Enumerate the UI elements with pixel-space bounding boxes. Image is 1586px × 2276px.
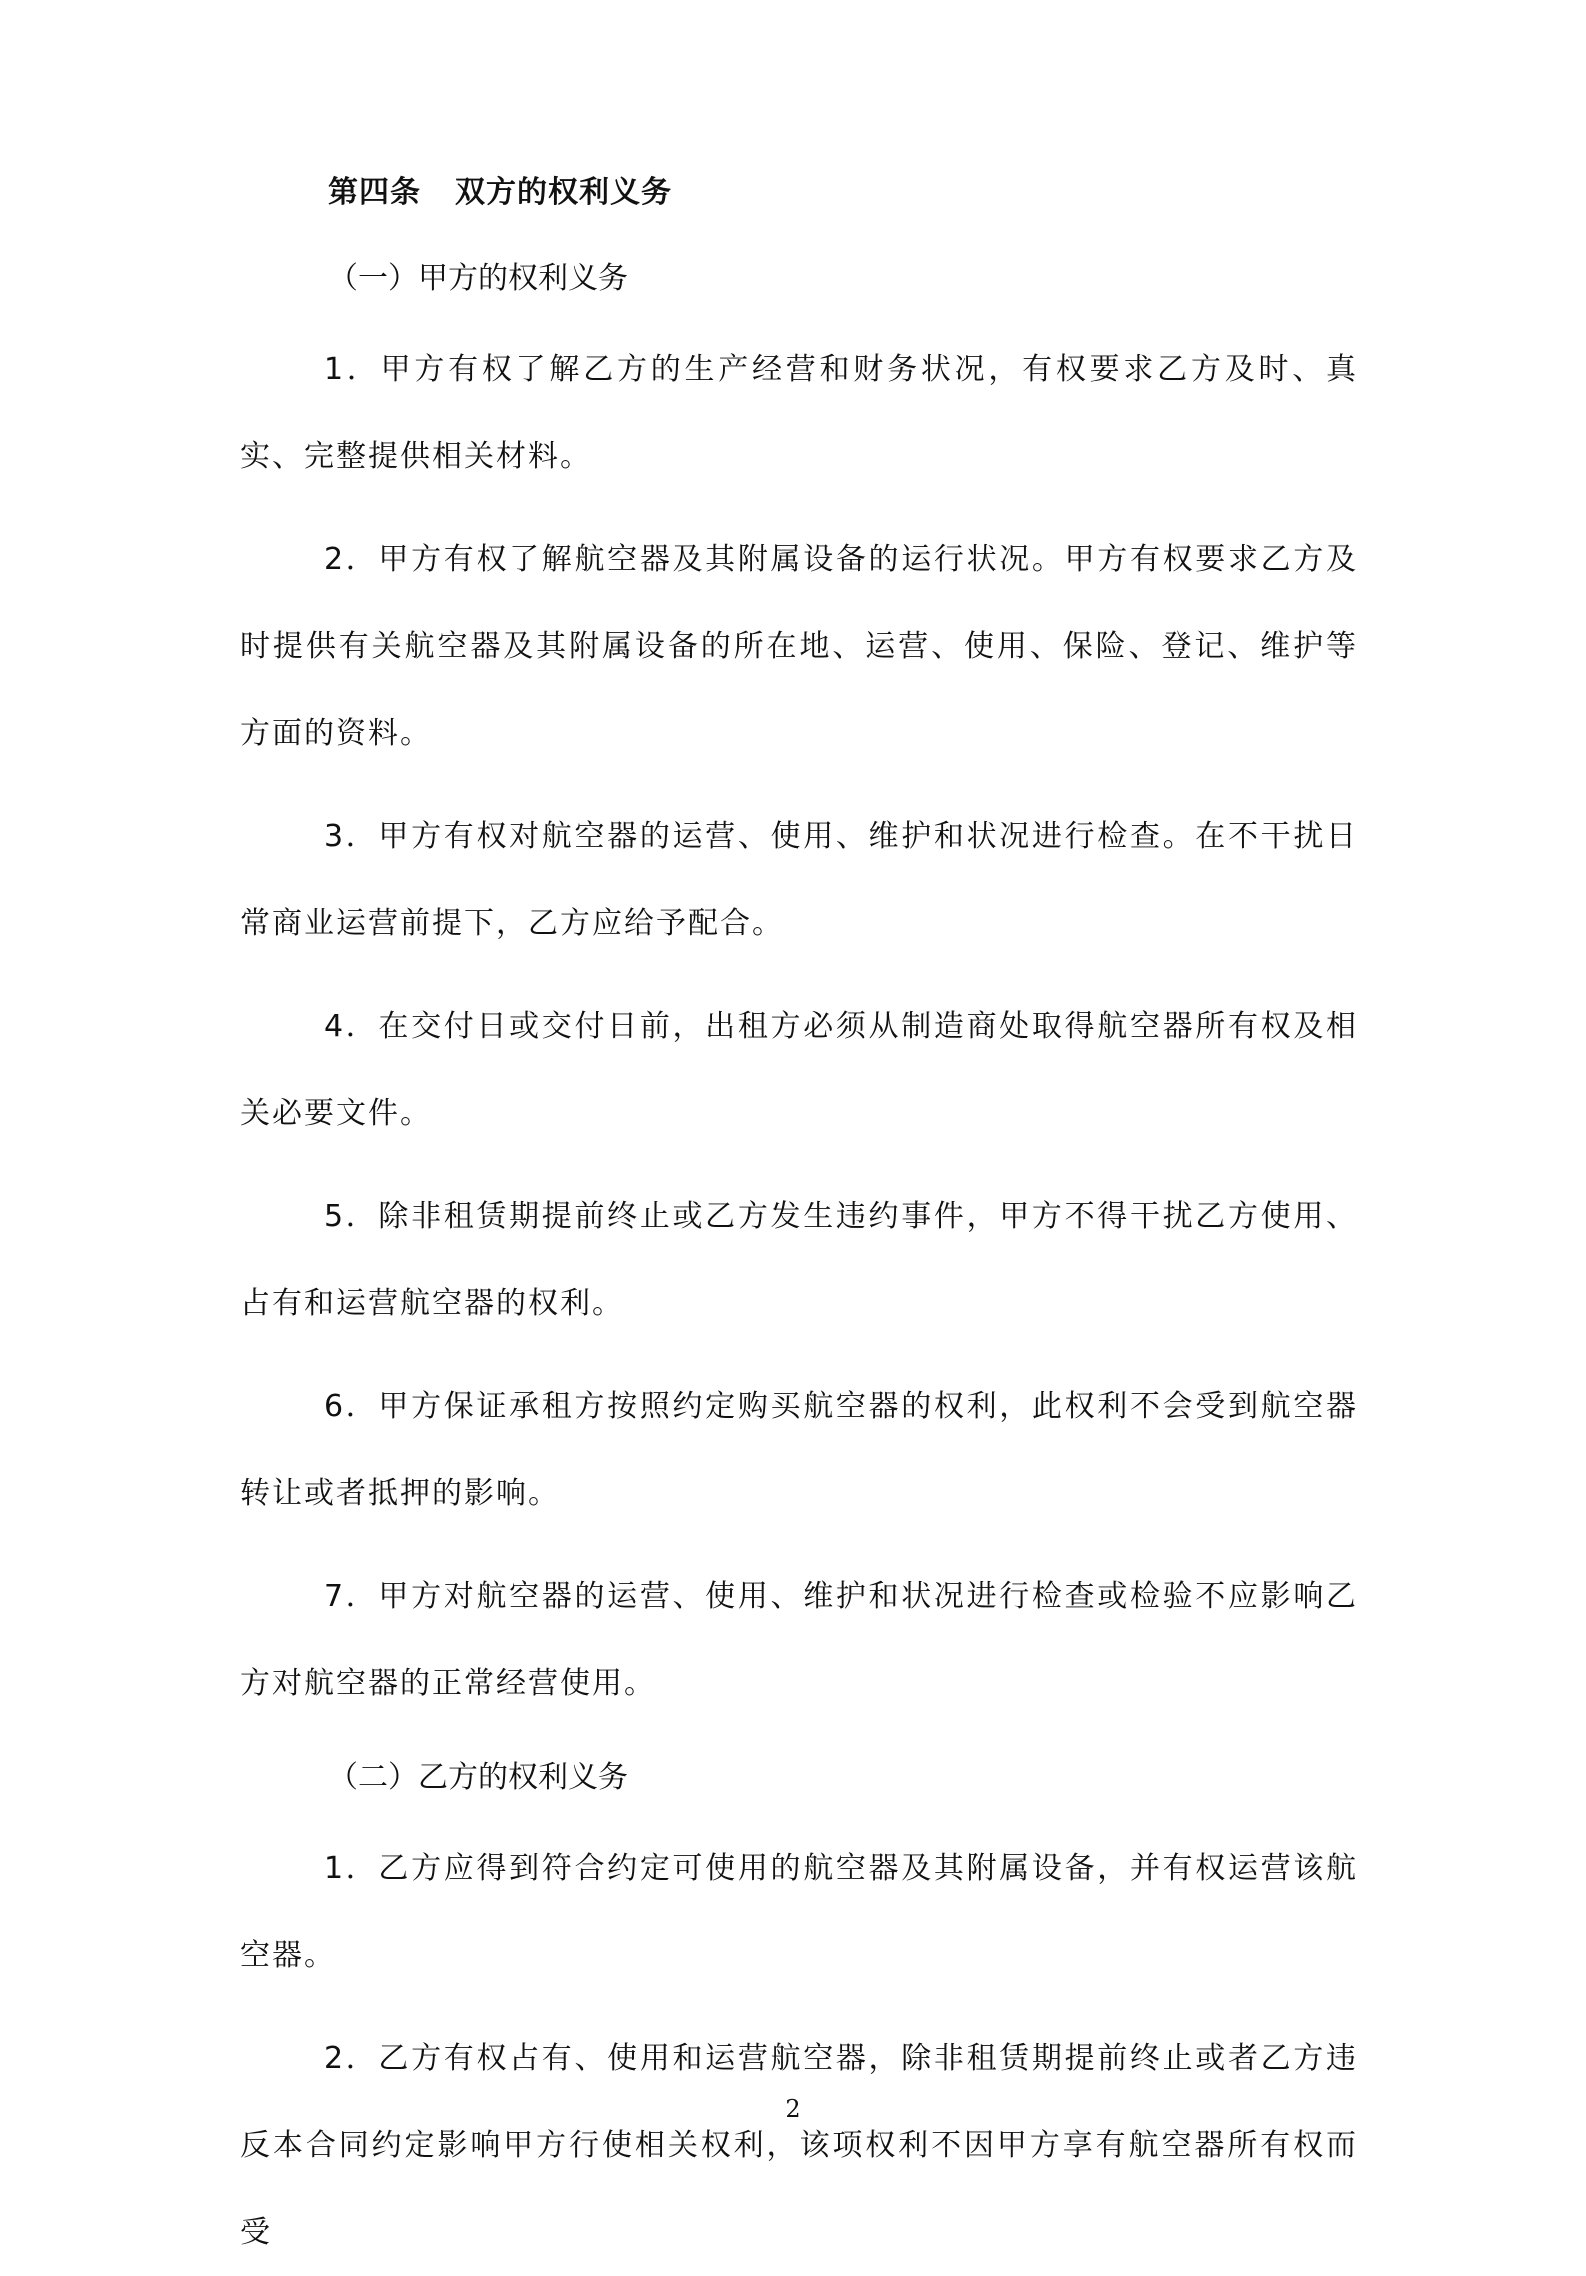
page-number: 2 <box>785 2095 801 2123</box>
section-heading-party-a: （一）甲方的权利义务 <box>328 261 628 296</box>
article-heading-text: 双方的权利义务 <box>455 175 672 210</box>
clause-b-2: 2．乙方有权占有、使用和运营航空器，除非租赁期提前终止或者乙方违反本合同约定影响甲方行使相关权利，该项权利不因甲方享有航空器所有权而受 <box>240 2041 1358 2250</box>
clause-a-7: 7．甲方对航空器的运营、使用、维护和状况进行检查或检验不应影响乙方对航空器的正常经营使用。 <box>240 1579 1358 1701</box>
clause-a-3: 3．甲方有权对航空器的运营、使用、维护和状况进行检查。在不干扰日常商业运营前提下，乙方应给予配合。 <box>240 819 1358 941</box>
article-number: 第四条 <box>328 175 421 210</box>
clause-a-2: 2．甲方有权了解航空器及其附属设备的运行状况。甲方有权要求乙方及时提供有关航空器及其附属设备的所在地、运营、使用、保险、登记、维护等方面的资料。 <box>240 542 1358 751</box>
section-heading-party-b: （二）乙方的权利义务 <box>328 1760 628 1795</box>
clause-a-6: 6．甲方保证承租方按照约定购买航空器的权利，此权利不会受到航空器转让或者抵押的影响。 <box>240 1389 1358 1511</box>
clause-a-4: 4．在交付日或交付日前，出租方必须从制造商处取得航空器所有权及相关必要文件。 <box>240 1009 1358 1131</box>
article-title <box>240 158 1358 228</box>
clause-b-1: 1．乙方应得到符合约定可使用的航空器及其附属设备，并有权运营该航空器。 <box>240 1851 1358 1973</box>
clause-a-5: 5．除非租赁期提前终止或乙方发生违约事件，甲方不得干扰乙方使用、占有和运营航空器的权利。 <box>240 1199 1358 1321</box>
document-body <box>240 158 1358 2276</box>
clause-a-1: 1．甲方有权了解乙方的生产经营和财务状况，有权要求乙方及时、真实、完整提供相关材料。 <box>240 352 1358 474</box>
